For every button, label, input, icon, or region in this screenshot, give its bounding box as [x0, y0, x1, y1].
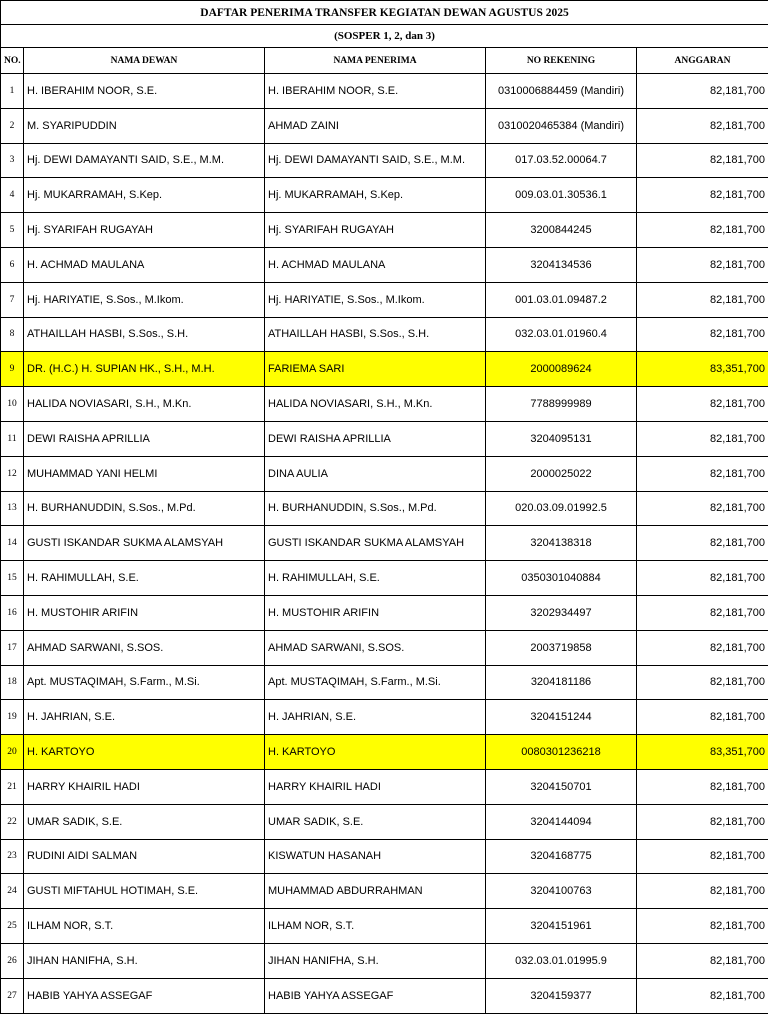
no-rekening-cell: 032.03.01.01960.4 [486, 317, 637, 352]
table-row [1, 839, 768, 874]
nama-dewan-cell: GUSTI ISKANDAR SUKMA ALAMSYAH [24, 526, 265, 561]
no-rekening-cell: 3200844245 [486, 213, 637, 248]
table-row [1, 456, 768, 491]
no-rekening-cell: 2003719858 [486, 630, 637, 665]
nama-penerima-cell: DINA AULIA [265, 456, 486, 491]
row-number: 3 [1, 143, 24, 178]
row-number: 19 [1, 700, 24, 735]
table-row [1, 421, 768, 456]
row-number: 12 [1, 456, 24, 491]
header-nama-penerima: NAMA PENERIMA [265, 48, 486, 74]
anggaran-cell: 82,181,700 [637, 143, 768, 178]
header-no: NO. [1, 48, 24, 74]
nama-penerima-cell: H. JAHRIAN, S.E. [265, 700, 486, 735]
nama-dewan-cell: Hj. MUKARRAMAH, S.Kep. [24, 178, 265, 213]
nama-dewan-cell: M. SYARIPUDDIN [24, 108, 265, 143]
row-number: 25 [1, 909, 24, 944]
row-number: 11 [1, 421, 24, 456]
no-rekening-cell: 3204150701 [486, 769, 637, 804]
table-row [1, 352, 768, 387]
nama-penerima-cell: H. IBERAHIM NOOR, S.E. [265, 74, 486, 109]
no-rekening-cell: 2000025022 [486, 456, 637, 491]
no-rekening-cell: 032.03.01.01995.9 [486, 943, 637, 978]
no-rekening-cell: 3204100763 [486, 874, 637, 909]
nama-dewan-cell: Apt. MUSTAQIMAH, S.Farm., M.Si. [24, 665, 265, 700]
anggaran-cell: 82,181,700 [637, 421, 768, 456]
anggaran-cell: 82,181,700 [637, 804, 768, 839]
anggaran-cell: 82,181,700 [637, 909, 768, 944]
table-row [1, 804, 768, 839]
table-title: DAFTAR PENERIMA TRANSFER KEGIATAN DEWAN AGUSTUS 2025 [1, 1, 768, 25]
nama-penerima-cell: KISWATUN HASANAH [265, 839, 486, 874]
row-number: 21 [1, 769, 24, 804]
nama-dewan-cell: H. MUSTOHIR ARIFIN [24, 595, 265, 630]
row-number: 9 [1, 352, 24, 387]
row-number: 26 [1, 943, 24, 978]
row-number: 27 [1, 978, 24, 1013]
table-body [1, 74, 768, 1014]
nama-dewan-cell: H. KARTOYO [24, 735, 265, 770]
table-row [1, 143, 768, 178]
nama-penerima-cell: H. KARTOYO [265, 735, 486, 770]
nama-penerima-cell: H. BURHANUDDIN, S.Sos., M.Pd. [265, 491, 486, 526]
anggaran-cell: 82,181,700 [637, 978, 768, 1013]
table-row [1, 665, 768, 700]
nama-dewan-cell: DR. (H.C.) H. SUPIAN HK., S.H., M.H. [24, 352, 265, 387]
table-row [1, 282, 768, 317]
no-rekening-cell: 3204095131 [486, 421, 637, 456]
table-row [1, 108, 768, 143]
row-number: 20 [1, 735, 24, 770]
nama-dewan-cell: Hj. HARIYATIE, S.Sos., M.Ikom. [24, 282, 265, 317]
nama-dewan-cell: RUDINI AIDI SALMAN [24, 839, 265, 874]
nama-penerima-cell: UMAR SADIK, S.E. [265, 804, 486, 839]
nama-dewan-cell: H. ACHMAD MAULANA [24, 247, 265, 282]
header-anggaran: ANGGARAN [637, 48, 768, 74]
anggaran-cell: 82,181,700 [637, 630, 768, 665]
anggaran-cell: 82,181,700 [637, 74, 768, 109]
nama-dewan-cell: Hj. DEWI DAMAYANTI SAID, S.E., M.M. [24, 143, 265, 178]
anggaran-cell: 83,351,700 [637, 735, 768, 770]
no-rekening-cell: 0310006884459 (Mandiri) [486, 74, 637, 109]
row-number: 16 [1, 595, 24, 630]
nama-penerima-cell: Hj. HARIYATIE, S.Sos., M.Ikom. [265, 282, 486, 317]
row-number: 7 [1, 282, 24, 317]
nama-penerima-cell: DEWI RAISHA APRILLIA [265, 421, 486, 456]
nama-penerima-cell: MUHAMMAD ABDURRAHMAN [265, 874, 486, 909]
anggaran-cell: 82,181,700 [637, 491, 768, 526]
no-rekening-cell: 3204134536 [486, 247, 637, 282]
table-row [1, 213, 768, 248]
no-rekening-cell: 3202934497 [486, 595, 637, 630]
nama-penerima-cell: FARIEMA SARI [265, 352, 486, 387]
nama-penerima-cell: H. MUSTOHIR ARIFIN [265, 595, 486, 630]
anggaran-cell: 82,181,700 [637, 874, 768, 909]
nama-dewan-cell: GUSTI MIFTAHUL HOTIMAH, S.E. [24, 874, 265, 909]
no-rekening-cell: 7788999989 [486, 387, 637, 422]
row-number: 8 [1, 317, 24, 352]
nama-penerima-cell: ATHAILLAH HASBI, S.Sos., S.H. [265, 317, 486, 352]
nama-dewan-cell: AHMAD SARWANI, S.SOS. [24, 630, 265, 665]
no-rekening-cell: 0350301040884 [486, 561, 637, 596]
table-row [1, 491, 768, 526]
title-row [1, 1, 768, 25]
no-rekening-cell: 2000089624 [486, 352, 637, 387]
row-number: 15 [1, 561, 24, 596]
nama-dewan-cell: H. JAHRIAN, S.E. [24, 700, 265, 735]
nama-penerima-cell: H. ACHMAD MAULANA [265, 247, 486, 282]
nama-penerima-cell: HALIDA NOVIASARI, S.H., M.Kn. [265, 387, 486, 422]
anggaran-cell: 83,351,700 [637, 352, 768, 387]
table-row [1, 769, 768, 804]
table-subtitle: (SOSPER 1, 2, dan 3) [1, 25, 768, 48]
nama-penerima-cell: ILHAM NOR, S.T. [265, 909, 486, 944]
anggaran-cell: 82,181,700 [637, 387, 768, 422]
no-rekening-cell: 009.03.01.30536.1 [486, 178, 637, 213]
anggaran-cell: 82,181,700 [637, 839, 768, 874]
header-nama-dewan: NAMA DEWAN [24, 48, 265, 74]
nama-penerima-cell: H. RAHIMULLAH, S.E. [265, 561, 486, 596]
anggaran-cell: 82,181,700 [637, 526, 768, 561]
no-rekening-cell: 3204151961 [486, 909, 637, 944]
row-number: 22 [1, 804, 24, 839]
anggaran-cell: 82,181,700 [637, 282, 768, 317]
table-row [1, 630, 768, 665]
nama-dewan-cell: HARRY KHAIRIL HADI [24, 769, 265, 804]
nama-dewan-cell: ATHAILLAH HASBI, S.Sos., S.H. [24, 317, 265, 352]
table-row [1, 909, 768, 944]
row-number: 4 [1, 178, 24, 213]
row-number: 6 [1, 247, 24, 282]
no-rekening-cell: 001.03.01.09487.2 [486, 282, 637, 317]
column-header-row [1, 48, 768, 74]
table-row [1, 595, 768, 630]
table-row [1, 178, 768, 213]
subtitle-row [1, 25, 768, 48]
nama-dewan-cell: Hj. SYARIFAH RUGAYAH [24, 213, 265, 248]
nama-dewan-cell: H. RAHIMULLAH, S.E. [24, 561, 265, 596]
row-number: 5 [1, 213, 24, 248]
anggaran-cell: 82,181,700 [637, 561, 768, 596]
row-number: 1 [1, 74, 24, 109]
nama-dewan-cell: JIHAN HANIFHA, S.H. [24, 943, 265, 978]
nama-dewan-cell: HABIB YAHYA ASSEGAF [24, 978, 265, 1013]
anggaran-cell: 82,181,700 [637, 317, 768, 352]
nama-penerima-cell: JIHAN HANIFHA, S.H. [265, 943, 486, 978]
table-row [1, 74, 768, 109]
anggaran-cell: 82,181,700 [637, 700, 768, 735]
anggaran-cell: 82,181,700 [637, 769, 768, 804]
table-row [1, 874, 768, 909]
no-rekening-cell: 3204159377 [486, 978, 637, 1013]
nama-dewan-cell: DEWI RAISHA APRILLIA [24, 421, 265, 456]
row-number: 23 [1, 839, 24, 874]
nama-dewan-cell: UMAR SADIK, S.E. [24, 804, 265, 839]
nama-dewan-cell: H. IBERAHIM NOOR, S.E. [24, 74, 265, 109]
row-number: 17 [1, 630, 24, 665]
anggaran-cell: 82,181,700 [637, 665, 768, 700]
anggaran-cell: 82,181,700 [637, 943, 768, 978]
no-rekening-cell: 3204168775 [486, 839, 637, 874]
nama-dewan-cell: HALIDA NOVIASARI, S.H., M.Kn. [24, 387, 265, 422]
no-rekening-cell: 3204181186 [486, 665, 637, 700]
no-rekening-cell: 017.03.52.00064.7 [486, 143, 637, 178]
anggaran-cell: 82,181,700 [637, 456, 768, 491]
row-number: 24 [1, 874, 24, 909]
nama-penerima-cell: AHMAD SARWANI, S.SOS. [265, 630, 486, 665]
header-no-rekening: NO REKENING [486, 48, 637, 74]
table-row [1, 978, 768, 1013]
anggaran-cell: 82,181,700 [637, 178, 768, 213]
anggaran-cell: 82,181,700 [637, 247, 768, 282]
nama-penerima-cell: Hj. SYARIFAH RUGAYAH [265, 213, 486, 248]
table-row [1, 387, 768, 422]
nama-penerima-cell: Apt. MUSTAQIMAH, S.Farm., M.Si. [265, 665, 486, 700]
anggaran-cell: 82,181,700 [637, 213, 768, 248]
no-rekening-cell: 3204144094 [486, 804, 637, 839]
row-number: 10 [1, 387, 24, 422]
nama-penerima-cell: GUSTI ISKANDAR SUKMA ALAMSYAH [265, 526, 486, 561]
table-row [1, 526, 768, 561]
nama-penerima-cell: HABIB YAHYA ASSEGAF [265, 978, 486, 1013]
nama-penerima-cell: HARRY KHAIRIL HADI [265, 769, 486, 804]
table-row [1, 700, 768, 735]
nama-penerima-cell: Hj. MUKARRAMAH, S.Kep. [265, 178, 486, 213]
nama-penerima-cell: Hj. DEWI DAMAYANTI SAID, S.E., M.M. [265, 143, 486, 178]
no-rekening-cell: 0080301236218 [486, 735, 637, 770]
no-rekening-cell: 3204151244 [486, 700, 637, 735]
row-number: 18 [1, 665, 24, 700]
row-number: 13 [1, 491, 24, 526]
no-rekening-cell: 3204138318 [486, 526, 637, 561]
anggaran-cell: 82,181,700 [637, 108, 768, 143]
row-number: 14 [1, 526, 24, 561]
table-row [1, 943, 768, 978]
no-rekening-cell: 0310020465384 (Mandiri) [486, 108, 637, 143]
no-rekening-cell: 020.03.09.01992.5 [486, 491, 637, 526]
nama-dewan-cell: ILHAM NOR, S.T. [24, 909, 265, 944]
table-row [1, 561, 768, 596]
table-row [1, 735, 768, 770]
row-number: 2 [1, 108, 24, 143]
table-row [1, 247, 768, 282]
table-row [1, 317, 768, 352]
anggaran-cell: 82,181,700 [637, 595, 768, 630]
nama-dewan-cell: H. BURHANUDDIN, S.Sos., M.Pd. [24, 491, 265, 526]
nama-penerima-cell: AHMAD ZAINI [265, 108, 486, 143]
nama-dewan-cell: MUHAMMAD YANI HELMI [24, 456, 265, 491]
